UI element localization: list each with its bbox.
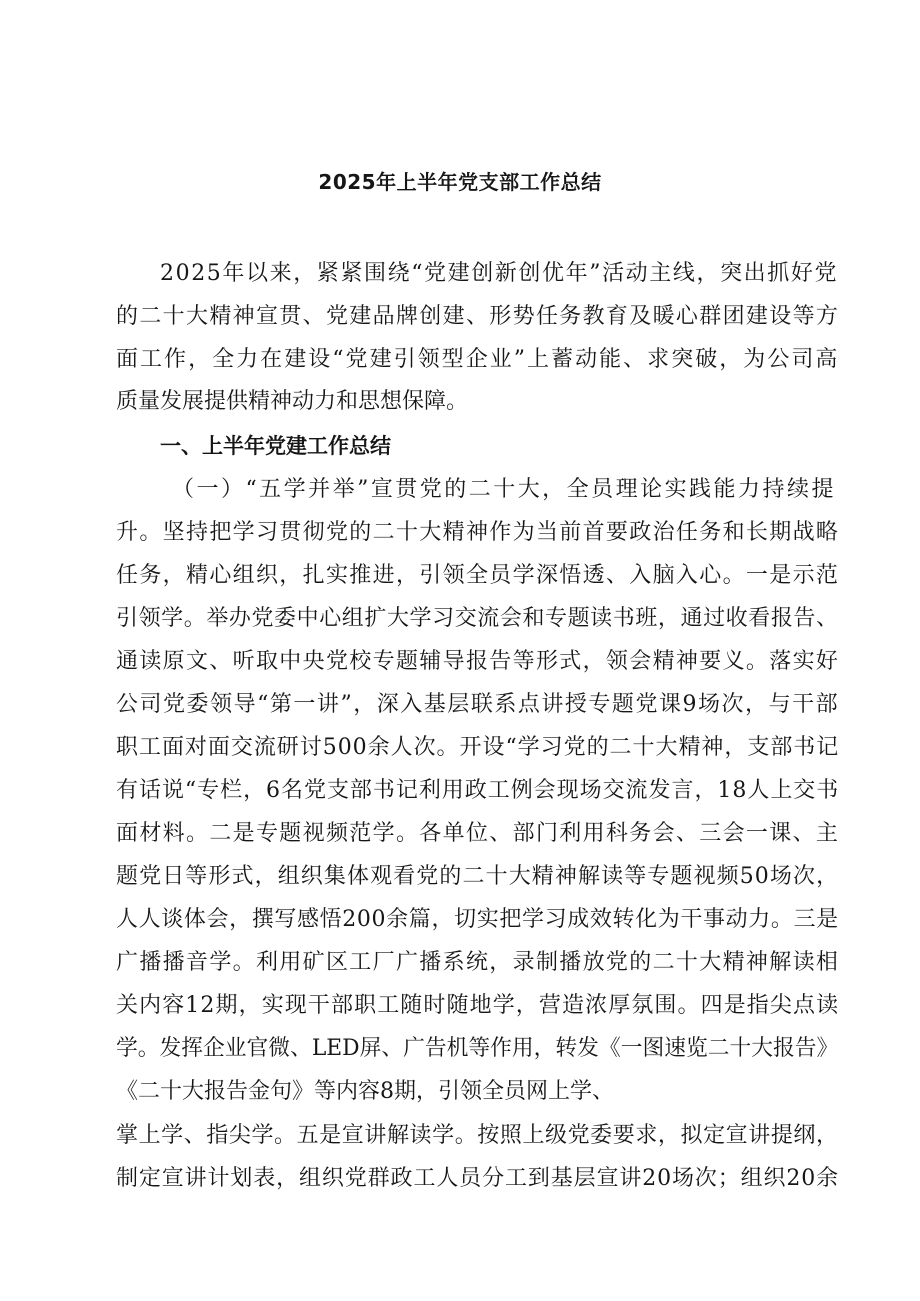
paragraph-line: 关内容12期，实现干部职工随时随地学，营造浓厚氛围。四是指尖点读 bbox=[116, 993, 840, 1018]
paragraph-line: 学。发挥企业官微、LED屏、广告机等作用，转发《一图速览二十大报告》 bbox=[116, 1036, 839, 1061]
paragraph-line: 通读原文、听取中央党校专题辅导报告等形式，领会精神要义。落实好 bbox=[116, 649, 840, 674]
paragraph-line: 质量发展提供精神动力和思想保障。 bbox=[116, 389, 469, 414]
section-heading: 一、上半年党建工作总结 bbox=[160, 434, 391, 458]
paragraph-line: 引领学。举办党委中心组扩大学习交流会和专题读书班，通过收看报告、 bbox=[116, 606, 839, 631]
paragraph-line: 广播播音学。利用矿区工厂广播系统，录制播放党的二十大精神解读相 bbox=[116, 950, 840, 975]
paragraph-line: 有话说“专栏，6名党支部书记利用政工例会现场交流发言，18人上交书 bbox=[116, 778, 840, 803]
paragraph-line: 面工作，全力在建设“党建引领型企业”上蓄动能、求突破，为公司高 bbox=[116, 347, 840, 372]
paragraph-line: 2025年以来，紧紧围绕“党建创新创优年”活动主线，突出抓好党 bbox=[160, 261, 839, 286]
paragraph-line: 的二十大精神宣贯、党建品牌创建、形势任务教育及暖心群团建设等方 bbox=[116, 304, 840, 329]
paragraph-line: 题党日等形式，组织集体观看党的二十大精神解读等专题视频50场次， bbox=[116, 864, 840, 889]
document-title: 2025年上半年党支部工作总结 bbox=[318, 170, 602, 194]
paragraph-line: （一）“五学并举”宣贯党的二十大，全员理论实践能力持续提 bbox=[172, 477, 836, 502]
paragraph-line: 掌上学、指尖学。五是宣讲解读学。按照上级党委要求，拟定宣讲提纲， bbox=[116, 1123, 839, 1148]
paragraph-line: 面材料。二是专题视频范学。各单位、部门利用科务会、三会一课、主 bbox=[116, 821, 840, 846]
paragraph-line: 《二十大报告金句》等内容8期，引领全员网上学、 bbox=[116, 1079, 614, 1104]
paragraph-line: 任务，精心组织，扎实推进，引领全员学深悟透、入脑入心。一是示范 bbox=[116, 563, 840, 588]
paragraph-line: 升。坚持把学习贯彻党的二十大精神作为当前首要政治任务和长期战略 bbox=[116, 520, 840, 545]
paragraph-line: 公司党委领导“第一讲”，深入基层联系点讲授专题党课9场次，与干部 bbox=[116, 692, 840, 717]
paragraph-line: 职工面对面交流研讨500余人次。开设“学习党的二十大精神，支部书记 bbox=[116, 735, 840, 760]
paragraph-line: 制定宣讲计划表，组织党群政工人员分工到基层宣讲20场次；组织20余 bbox=[116, 1166, 840, 1191]
paragraph-line: 人人谈体会，撰写感悟200余篇，切实把学习成效转化为干事动力。三是 bbox=[116, 907, 839, 932]
